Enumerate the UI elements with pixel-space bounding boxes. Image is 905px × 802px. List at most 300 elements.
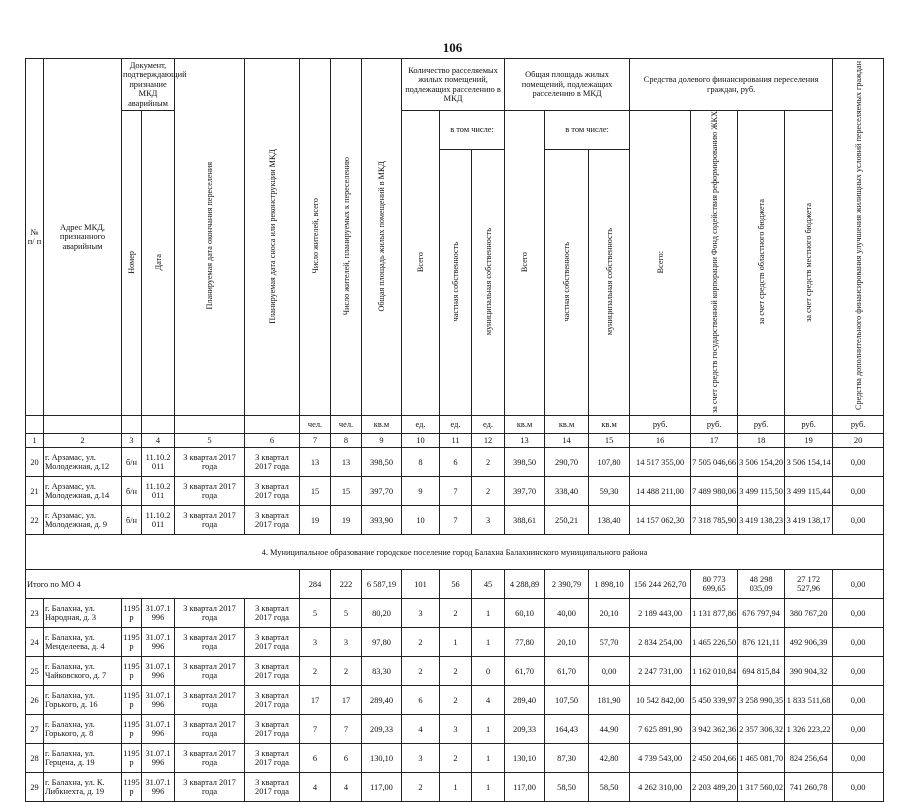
mo-total-label: Итого по МО 4 [26,570,300,599]
header-count-including: в том числе: [440,111,505,150]
cell-regional-budget: 3 499 115,50 [738,477,785,506]
column-number-area-municipal: 15 [589,434,630,448]
cell-num: 28 [26,744,44,773]
column-number-residents-planned: 8 [331,434,362,448]
header-doc-number: Номер [122,111,142,416]
cell-fund-reform: 1 131 877,86 [691,599,738,628]
cell-count-total: 9 [402,477,440,506]
cell-area-private: 290,70 [545,448,589,477]
cell-regional-budget: 3 506 154,20 [738,448,785,477]
cell-additional: 0,00 [833,628,884,657]
cell-local-budget: 1 326 223,22 [785,715,833,744]
cell-doc-number: 1195 р [122,657,142,686]
column-number-local-budget: 19 [785,434,833,448]
cell-additional: 0,00 [833,773,884,802]
cell-funding-total: 14 517 355,00 [630,448,691,477]
cell-planned-demolition: 3 квартал 2017 года [245,506,300,535]
unit-doc-date [142,416,175,434]
cell-fund-reform: 2 203 489,20 [691,773,738,802]
cell-doc-number: б/н [122,506,142,535]
cell-residents-planned: 6 [331,744,362,773]
cell-doc-number: 1195 р [122,599,142,628]
cell-doc-date: 11.10.2 011 [142,448,175,477]
cell-funding-total: 2 189 443,00 [630,599,691,628]
cell-local-budget: 741 260,78 [785,773,833,802]
mo-total-area-private: 2 390,79 [545,570,589,599]
cell-residents-planned: 15 [331,477,362,506]
header-additional: Средства дополнительного финансирования улучшения жилищных условий переселяемых граждан [833,59,884,416]
cell-doc-number: 1195 р [122,744,142,773]
mo-total-total-area: 6 587,19 [362,570,402,599]
units-row [26,416,884,434]
cell-additional: 0,00 [833,599,884,628]
column-numbers-row [26,434,884,448]
cell-num: 20 [26,448,44,477]
unit-address [44,416,122,434]
column-number-regional-budget: 18 [738,434,785,448]
cell-area-municipal: 57,70 [589,628,630,657]
cell-funding-total: 4 262 310,00 [630,773,691,802]
cell-total-area: 117,00 [362,773,402,802]
cell-num: 27 [26,715,44,744]
cell-residents-total: 19 [300,506,331,535]
cell-area-total: 289,40 [505,686,545,715]
unit-planned-resettlement [175,416,245,434]
cell-local-budget: 3 499 115,44 [785,477,833,506]
cell-count-municipal: 1 [472,599,505,628]
cell-planned-demolition: 3 квартал 2017 года [245,628,300,657]
table-row [26,773,884,802]
cell-residents-planned: 3 [331,628,362,657]
cell-area-total: 60,10 [505,599,545,628]
table-header [26,59,884,448]
cell-address: г. Балахна, ул. Герцена, д. 19 [44,744,122,773]
cell-num: 23 [26,599,44,628]
unit-planned-demolition [245,416,300,434]
unit-count-total: ед. [402,416,440,434]
cell-regional-budget: 3 258 990,35 [738,686,785,715]
cell-doc-date: 31.07.1 996 [142,715,175,744]
table-row [26,657,884,686]
column-number-count-total: 10 [402,434,440,448]
cell-count-private: 7 [440,477,472,506]
cell-count-private: 1 [440,773,472,802]
cell-residents-planned: 19 [331,506,362,535]
cell-planned-resettlement: 3 квартал 2017 года [175,477,245,506]
cell-fund-reform: 7 318 785,90 [691,506,738,535]
header-count-group: Количество расселяемых жилых помещений, подлежащих расселению в МКД [402,59,505,111]
cell-doc-date: 31.07.1 996 [142,599,175,628]
column-number-planned-resettlement: 5 [175,434,245,448]
cell-planned-demolition: 3 квартал 2017 года [245,657,300,686]
cell-additional: 0,00 [833,744,884,773]
cell-planned-demolition: 3 квартал 2017 года [245,599,300,628]
cell-planned-resettlement: 3 квартал 2017 года [175,744,245,773]
unit-area-private: кв.м [545,416,589,434]
cell-area-private: 20,10 [545,628,589,657]
cell-regional-budget: 1 465 081,70 [738,744,785,773]
cell-doc-date: 31.07.1 996 [142,686,175,715]
cell-count-private: 2 [440,599,472,628]
cell-count-municipal: 1 [472,773,505,802]
cell-count-total: 3 [402,744,440,773]
header-area-group: Общая площадь жилых помещений, подлежащих расселению в МКД [505,59,630,111]
cell-residents-total: 5 [300,599,331,628]
cell-area-private: 87,30 [545,744,589,773]
cell-area-private: 164,43 [545,715,589,744]
mo-total-count-municipal: 45 [472,570,505,599]
cell-doc-date: 31.07.1 996 [142,628,175,657]
cell-address: г. Балахна, ул. Горького, д. 8 [44,715,122,744]
header-fund-reform: за счет средств государственной корпорации Фонд содействия реформированию ЖКХ [691,111,738,416]
mo-total-additional: 0,00 [833,570,884,599]
cell-area-total: 61,70 [505,657,545,686]
unit-local-budget: руб. [785,416,833,434]
mo-total-regional-budget: 48 298 035,09 [738,570,785,599]
header-area-municipal: муниципальная собственность [589,149,630,416]
cell-planned-resettlement: 3 квартал 2017 года [175,686,245,715]
cell-additional: 0,00 [833,715,884,744]
cell-address: г. Арзамас, ул. Молодежная, д.12 [44,448,122,477]
cell-count-municipal: 1 [472,715,505,744]
cell-funding-total: 7 625 891,90 [630,715,691,744]
table-row [26,744,884,773]
cell-area-municipal: 44,90 [589,715,630,744]
cell-count-municipal: 0 [472,657,505,686]
table-row [26,715,884,744]
cell-area-private: 58,50 [545,773,589,802]
header-area-including: в том числе: [545,111,630,150]
cell-fund-reform: 3 942 362,36 [691,715,738,744]
cell-regional-budget: 694 815,84 [738,657,785,686]
header-total-area: Общая площадь жилых помещений в МКД [362,59,402,416]
cell-total-area: 393,90 [362,506,402,535]
table-row [26,477,884,506]
cell-residents-planned: 2 [331,657,362,686]
cell-address: г. Балахна, ул. Менделеева, д. 4 [44,628,122,657]
cell-planned-demolition: 3 квартал 2017 года [245,773,300,802]
column-number-count-private: 11 [440,434,472,448]
cell-doc-date: 31.07.1 996 [142,657,175,686]
cell-area-private: 107,50 [545,686,589,715]
cell-additional: 0,00 [833,506,884,535]
cell-area-total: 117,00 [505,773,545,802]
column-number-doc-number: 3 [122,434,142,448]
cell-count-municipal: 4 [472,686,505,715]
cell-count-total: 10 [402,506,440,535]
cell-planned-resettlement: 3 квартал 2017 года [175,715,245,744]
cell-area-total: 397,70 [505,477,545,506]
cell-count-municipal: 1 [472,628,505,657]
cell-additional: 0,00 [833,686,884,715]
cell-residents-total: 3 [300,628,331,657]
cell-local-budget: 3 419 138,17 [785,506,833,535]
cell-local-budget: 380 767,20 [785,599,833,628]
column-number-area-private: 14 [545,434,589,448]
cell-planned-resettlement: 3 квартал 2017 года [175,448,245,477]
cell-doc-date: 31.07.1 996 [142,744,175,773]
table-row [26,628,884,657]
cell-local-budget: 390 904,32 [785,657,833,686]
cell-doc-number: 1195 р [122,715,142,744]
cell-doc-number: б/н [122,448,142,477]
column-number-residents-total: 7 [300,434,331,448]
column-number-num: 1 [26,434,44,448]
cell-doc-number: 1195 р [122,686,142,715]
unit-total-area: кв.м [362,416,402,434]
column-number-planned-demolition: 6 [245,434,300,448]
cell-num: 22 [26,506,44,535]
cell-count-total: 2 [402,773,440,802]
column-number-additional: 20 [833,434,884,448]
cell-doc-number: б/н [122,477,142,506]
cell-count-total: 8 [402,448,440,477]
cell-residents-total: 13 [300,448,331,477]
cell-address: г. Балахна, ул. Народная, д. 3 [44,599,122,628]
column-number-count-municipal: 12 [472,434,505,448]
cell-total-area: 289,40 [362,686,402,715]
cell-regional-budget: 676 797,94 [738,599,785,628]
cell-residents-planned: 4 [331,773,362,802]
cell-total-area: 97,80 [362,628,402,657]
cell-planned-demolition: 3 квартал 2017 года [245,686,300,715]
cell-count-total: 4 [402,715,440,744]
cell-additional: 0,00 [833,657,884,686]
table-row [26,506,884,535]
mo-total-area-municipal: 1 898,10 [589,570,630,599]
cell-funding-total: 10 542 842,00 [630,686,691,715]
cell-total-area: 130,10 [362,744,402,773]
header-funding-group: Средства долевого финансирования переселения граждан, руб. [630,59,833,111]
cell-num: 29 [26,773,44,802]
cell-num: 25 [26,657,44,686]
cell-residents-total: 6 [300,744,331,773]
mo-title: 4. Муниципальное образование городское поселение город Балахна Балахнинского муниципального района [26,535,884,570]
cell-area-total: 398,50 [505,448,545,477]
cell-area-private: 61,70 [545,657,589,686]
cell-count-total: 3 [402,599,440,628]
cell-total-area: 80,20 [362,599,402,628]
cell-funding-total: 14 157 062,30 [630,506,691,535]
mo-total-row [26,570,884,599]
column-number-fund-reform: 17 [691,434,738,448]
cell-count-municipal: 1 [472,744,505,773]
unit-additional: руб. [833,416,884,434]
cell-planned-demolition: 3 квартал 2017 года [245,744,300,773]
cell-fund-reform: 1 162 010,84 [691,657,738,686]
cell-count-private: 2 [440,744,472,773]
cell-funding-total: 2 247 731,00 [630,657,691,686]
cell-local-budget: 1 833 511,68 [785,686,833,715]
cell-planned-demolition: 3 квартал 2017 года [245,448,300,477]
cell-address: г. Балахна, ул. Горького, д. 16 [44,686,122,715]
cell-fund-reform: 7 505 046,66 [691,448,738,477]
unit-residents-planned: чел. [331,416,362,434]
header-area-total: Всего [505,111,545,416]
cell-area-total: 388,61 [505,506,545,535]
cell-num: 21 [26,477,44,506]
cell-doc-number: 1195 р [122,773,142,802]
cell-fund-reform: 5 450 339,97 [691,686,738,715]
resettlement-table [25,58,884,802]
column-number-total-area: 9 [362,434,402,448]
header-planned-resettlement: Планируемая дата окончания переселения [175,59,245,416]
mo-total-count-private: 56 [440,570,472,599]
cell-count-total: 6 [402,686,440,715]
cell-residents-planned: 17 [331,686,362,715]
header-regional-budget: за счет средств областного бюджета [738,111,785,416]
cell-area-municipal: 0,00 [589,657,630,686]
cell-residents-planned: 13 [331,448,362,477]
mo-total-area-total: 4 288,89 [505,570,545,599]
cell-residents-total: 4 [300,773,331,802]
cell-planned-resettlement: 3 квартал 2017 года [175,657,245,686]
cell-num: 26 [26,686,44,715]
cell-residents-total: 7 [300,715,331,744]
cell-residents-planned: 7 [331,715,362,744]
cell-additional: 0,00 [833,448,884,477]
cell-funding-total: 4 739 543,00 [630,744,691,773]
cell-total-area: 209,33 [362,715,402,744]
unit-area-total: кв.м [505,416,545,434]
mo-title-row [26,535,884,570]
cell-count-municipal: 2 [472,477,505,506]
cell-regional-budget: 2 357 306,32 [738,715,785,744]
header-count-municipal: муниципальная собственность [472,149,505,416]
unit-count-private: ед. [440,416,472,434]
column-number-funding-total: 16 [630,434,691,448]
cell-area-municipal: 20,10 [589,599,630,628]
cell-additional: 0,00 [833,477,884,506]
cell-planned-resettlement: 3 квартал 2017 года [175,628,245,657]
cell-count-total: 2 [402,657,440,686]
header-residents-planned: Число жителей, планируемых к переселению [331,59,362,416]
table-row [26,599,884,628]
header-doc-date: Дата [142,111,175,416]
cell-area-total: 209,33 [505,715,545,744]
cell-count-municipal: 2 [472,448,505,477]
header-count-private: частная собственность [440,149,472,416]
mo-total-fund-reform: 80 773 699,65 [691,570,738,599]
cell-local-budget: 3 506 154,14 [785,448,833,477]
column-number-address: 2 [44,434,122,448]
header-area-private: частная собственность [545,149,589,416]
cell-area-municipal: 181,90 [589,686,630,715]
cell-num: 24 [26,628,44,657]
mo-total-residents-total: 284 [300,570,331,599]
cell-fund-reform: 7 489 980,06 [691,477,738,506]
cell-residents-planned: 5 [331,599,362,628]
cell-total-area: 397,70 [362,477,402,506]
cell-count-private: 6 [440,448,472,477]
mo-total-count-total: 101 [402,570,440,599]
header-funding-total: Всего: [630,111,691,416]
cell-funding-total: 14 488 211,00 [630,477,691,506]
cell-regional-budget: 3 419 138,23 [738,506,785,535]
cell-doc-date: 11.10.2 011 [142,477,175,506]
cell-doc-number: 1195 р [122,628,142,657]
cell-address: г. Балахна, ул. Чайковского, д. 7 [44,657,122,686]
cell-address: г. Арзамас, ул. Молодежная, д.14 [44,477,122,506]
header-document: Документ, подтверждающий признание МКД аварийным [122,59,175,111]
cell-address: г. Балахна, ул. К. Либкнехта, д. 19 [44,773,122,802]
cell-count-municipal: 3 [472,506,505,535]
cell-area-municipal: 58,50 [589,773,630,802]
cell-local-budget: 492 906,39 [785,628,833,657]
unit-num [26,416,44,434]
mo-total-local-budget: 27 172 527,96 [785,570,833,599]
cell-count-private: 1 [440,628,472,657]
header-local-budget: за счет средств местного бюджета [785,111,833,416]
unit-count-municipal: ед. [472,416,505,434]
cell-regional-budget: 876 121,11 [738,628,785,657]
table-body [26,448,884,802]
cell-fund-reform: 1 465 226,50 [691,628,738,657]
unit-fund-reform: руб. [691,416,738,434]
cell-local-budget: 824 256,64 [785,744,833,773]
cell-residents-total: 2 [300,657,331,686]
cell-doc-date: 11.10.2 011 [142,506,175,535]
mo-total-funding-total: 156 244 262,70 [630,570,691,599]
cell-planned-resettlement: 3 квартал 2017 года [175,773,245,802]
cell-doc-date: 31.07.1 996 [142,773,175,802]
cell-regional-budget: 1 317 560,02 [738,773,785,802]
cell-funding-total: 2 834 254,00 [630,628,691,657]
cell-area-total: 130,10 [505,744,545,773]
cell-area-municipal: 59,30 [589,477,630,506]
cell-planned-demolition: 3 квартал 2017 года [245,715,300,744]
cell-area-municipal: 42,80 [589,744,630,773]
column-number-doc-date: 4 [142,434,175,448]
mo-total-residents-planned: 222 [331,570,362,599]
header-residents-total: Число жителей, всего [300,59,331,416]
cell-total-area: 83,30 [362,657,402,686]
header-count-total: Всего [402,111,440,416]
cell-address: г. Арзамас, ул. Молодежная, д. 9 [44,506,122,535]
cell-residents-total: 15 [300,477,331,506]
cell-total-area: 398,50 [362,448,402,477]
unit-doc-number [122,416,142,434]
cell-area-private: 338,40 [545,477,589,506]
cell-area-private: 40,00 [545,599,589,628]
cell-count-private: 2 [440,657,472,686]
unit-residents-total: чел. [300,416,331,434]
column-number-area-total: 13 [505,434,545,448]
cell-residents-total: 17 [300,686,331,715]
cell-area-total: 77,80 [505,628,545,657]
header-planned-demolition: Планируемая дата сноса или реконструкции МКД [245,59,300,416]
unit-funding-total: руб. [630,416,691,434]
header-address: Адрес МКД, признанного аварийным [44,59,122,416]
page-number: 106 [442,40,463,55]
cell-planned-resettlement: 3 квартал 2017 года [175,506,245,535]
table-row [26,448,884,477]
cell-area-private: 250,21 [545,506,589,535]
header-num: № п/ п [26,59,44,416]
table-row [26,686,884,715]
unit-regional-budget: руб. [738,416,785,434]
cell-count-private: 3 [440,715,472,744]
cell-area-municipal: 138,40 [589,506,630,535]
cell-count-total: 2 [402,628,440,657]
cell-area-municipal: 107,80 [589,448,630,477]
cell-count-private: 7 [440,506,472,535]
unit-area-municipal: кв.м [589,416,630,434]
cell-planned-resettlement: 3 квартал 2017 года [175,599,245,628]
cell-planned-demolition: 3 квартал 2017 года [245,477,300,506]
cell-count-private: 2 [440,686,472,715]
cell-fund-reform: 2 450 204,66 [691,744,738,773]
